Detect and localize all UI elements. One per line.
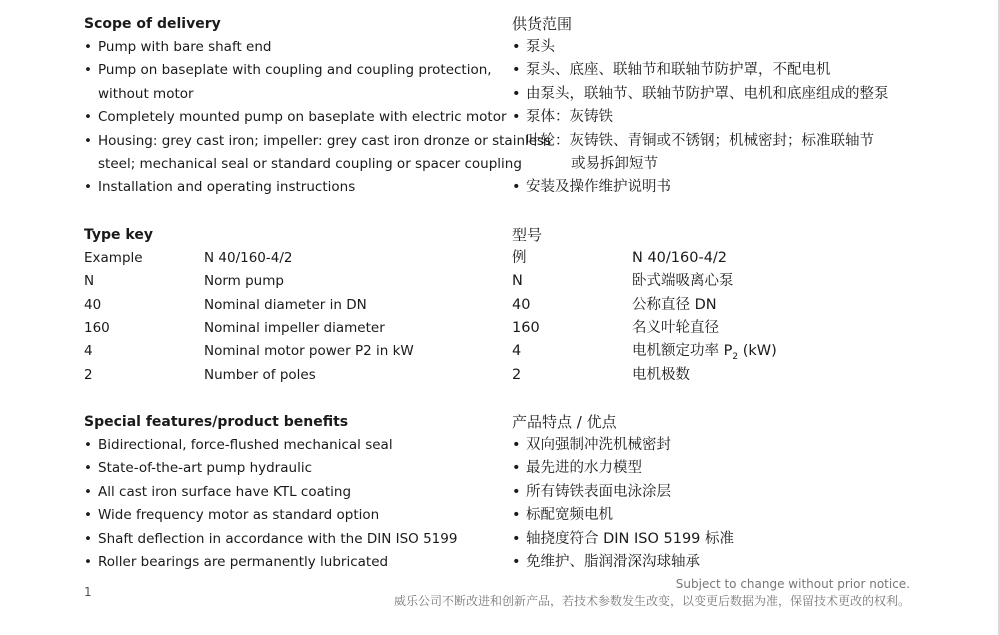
type-key-meaning: Nominal impeller diameter: [204, 319, 385, 336]
feature-item: • Wide frequency motor as standard option: [84, 504, 494, 527]
type-key-code: 160: [84, 319, 110, 336]
type-key-code: N: [84, 273, 95, 290]
type-key-code-zh: N: [512, 273, 523, 290]
scope-item: • Pump with bare shaft end: [84, 36, 494, 59]
type-key-code-zh: 160: [512, 319, 540, 336]
features-section: [84, 411, 494, 574]
scope-item-zh: • 泵头、底座、联轴节和联轴节防护罩，不配电机: [512, 59, 932, 82]
type-key-code-zh: 40: [512, 296, 531, 313]
feature-item-zh: • 标配宽频电机: [512, 504, 932, 527]
feature-item: • Shaft deflection in accordance with the DIN ISO 5199: [84, 528, 494, 551]
power-subscript-zh: 2: [732, 352, 739, 363]
motor-power-label-zh: 电机额定功率 P: [632, 343, 733, 360]
type-key-section-zh: [512, 224, 932, 387]
type-key-row-zh: [512, 364, 932, 387]
feature-item: • Bidirectional, force-flushed mechanical seal: [84, 434, 494, 457]
change-notice-zh: 威乐公司不断改进和创新产品，若技术参数发生改变，以变更后数据为准，保留技术更改的权利。: [393, 594, 910, 608]
scope-item-continuation: without motor: [98, 85, 194, 102]
scope-heading-zh: 供货范围: [512, 15, 573, 33]
type-key-heading-zh: 型号: [512, 225, 543, 244]
page-number: 1: [84, 585, 92, 599]
features-heading: Special features/product benefits: [84, 414, 349, 431]
feature-item-zh: • 最先进的水力模型: [512, 457, 932, 480]
type-key-code-zh: 4: [512, 343, 522, 360]
type-key-row: [84, 294, 494, 317]
change-notice-en: Subject to change without prior notice.: [675, 577, 910, 591]
scope-item-zh: • 由泵头，联轴节、联轴节防护罩、电机和底座组成的整泵: [512, 83, 932, 106]
type-key-code: 4: [84, 343, 93, 360]
features-section-zh: [512, 411, 932, 574]
feature-item-zh: • 轴挠度符合 DIN ISO 5199 标准: [512, 528, 932, 551]
type-key-meaning: N 40/160-4/2: [204, 249, 293, 266]
type-key-row: [84, 364, 494, 387]
scope-item: • Installation and operating instructions: [84, 176, 494, 199]
type-key-row: [84, 317, 494, 340]
type-key-meaning: Nominal diameter in DN: [204, 296, 367, 313]
type-key-code: Example: [84, 249, 143, 266]
type-key-row-zh: [512, 294, 932, 317]
feature-item: • Roller bearings are permanently lubricated: [84, 551, 494, 574]
type-key-row-zh: [512, 340, 932, 363]
type-key-section: [84, 224, 494, 387]
type-key-code-zh: 2: [512, 366, 522, 383]
type-key-meaning: Norm pump: [204, 273, 284, 290]
type-key-meaning: Nominal motor power P2 in kW: [204, 343, 414, 360]
change-notice: [394, 576, 910, 610]
type-key-row-zh: [512, 317, 932, 340]
type-key-row: [84, 270, 494, 293]
scope-of-delivery-section-zh: [512, 13, 932, 200]
type-key-meaning-zh: 名义叶轮直径: [632, 319, 719, 336]
type-key-code-zh: 例: [512, 249, 527, 266]
scope-item-zh: • 安装及操作维护说明书: [512, 176, 932, 199]
features-heading-zh: 产品特点 / 优点: [512, 413, 617, 432]
type-key-row-zh: [512, 247, 932, 270]
scope-item: • Pump on baseplate with coupling and coupling protection,: [84, 59, 494, 82]
scope-item-continuation: steel; mechanical seal or standard coupling or spacer coupling: [98, 155, 522, 172]
scope-item-zh: • 泵头: [512, 36, 932, 59]
type-key-heading: Type key: [84, 226, 153, 243]
type-key-meaning-zh: 电机极数: [632, 366, 690, 383]
type-key-code: 2: [84, 366, 93, 383]
type-key-meaning-zh: [632, 340, 777, 363]
type-key-meaning-zh: N 40/160-4/2: [632, 249, 728, 266]
chinese-column: [512, 13, 932, 574]
feature-item: • State-of-the-art pump hydraulic: [84, 457, 494, 480]
type-key-meaning-zh: 卧式端吸离心泵: [632, 273, 734, 290]
power-unit-zh: (kW): [738, 343, 777, 360]
scope-item-zh-continuation: 或易拆卸短节: [571, 155, 658, 172]
scope-item: • Housing: grey cast iron; impeller: grey cast iron dronze or stainless: [84, 130, 494, 153]
feature-item-zh: • 免维护、脂润滑深沟球轴承: [512, 551, 932, 574]
scope-item-zh: • 泵体：灰铸铁: [512, 106, 932, 129]
scope-heading: Scope of delivery: [84, 16, 221, 32]
feature-item-zh: • 双向强制冲洗机械密封: [512, 434, 932, 457]
type-key-row: [84, 340, 494, 363]
feature-item: • All cast iron surface have KTL coating: [84, 481, 494, 504]
type-key-meaning-zh: 公称直径 DN: [632, 296, 717, 313]
scope-item: • Completely mounted pump on baseplate with electric motor: [84, 106, 494, 129]
type-key-row-zh: [512, 270, 932, 293]
scope-item-zh-sub: 叶轮：灰铸铁、青铜或不锈钢；机械密封；标准联轴节: [526, 132, 874, 149]
feature-item-zh: • 所有铸铁表面电泳涂层: [512, 481, 932, 504]
type-key-code: 40: [84, 296, 102, 313]
type-key-row: [84, 247, 494, 270]
type-key-meaning: Number of poles: [204, 366, 316, 383]
